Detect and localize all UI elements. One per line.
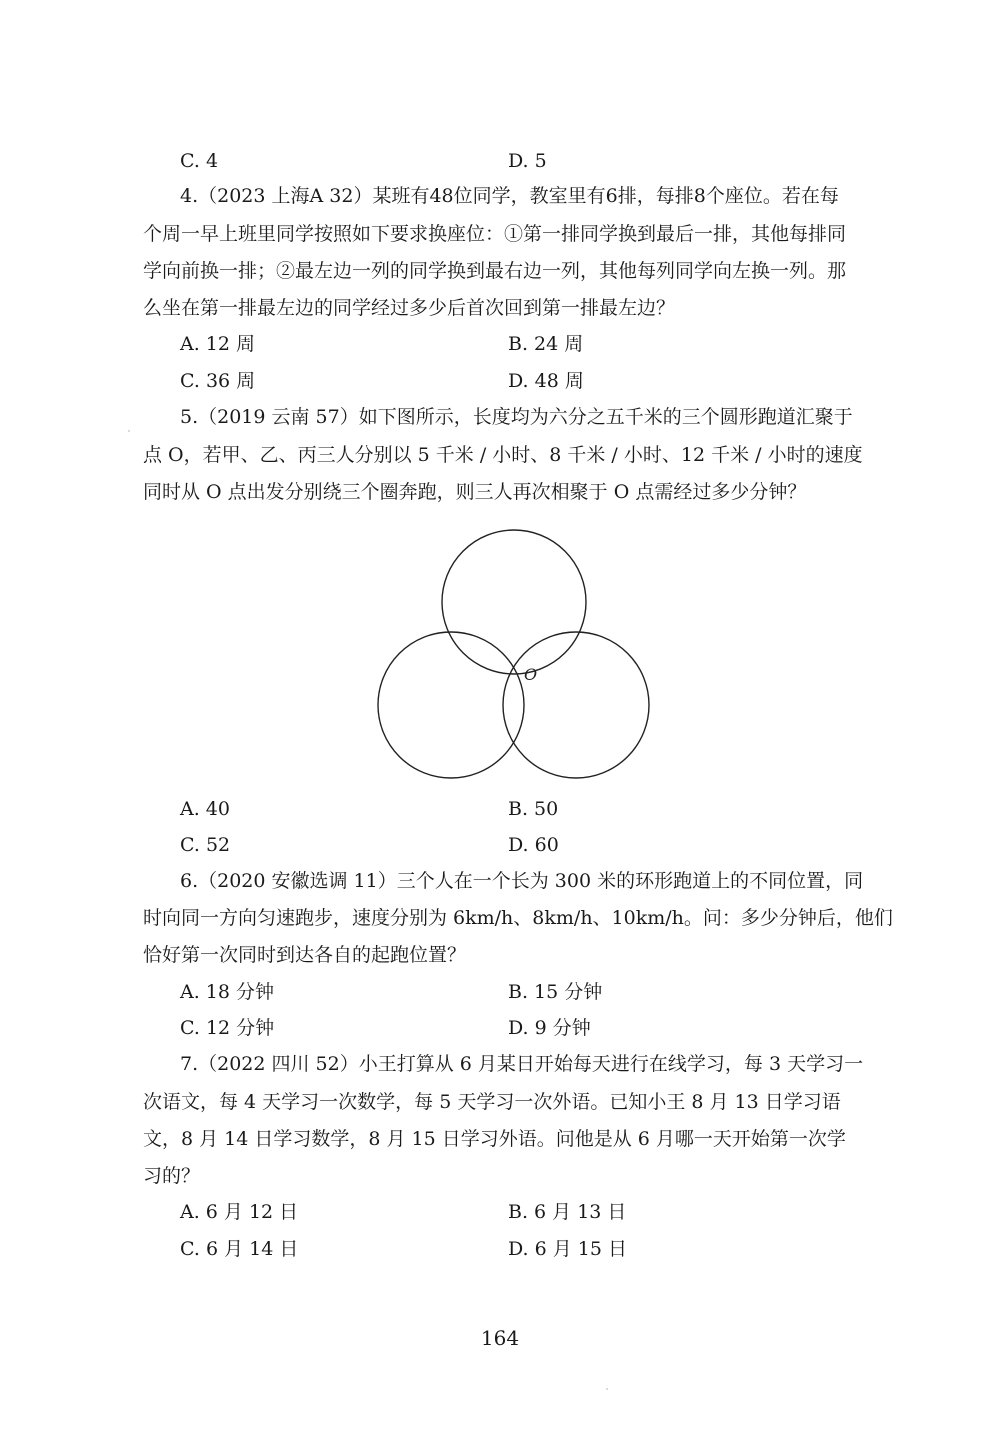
- q5-line-1: 5.（2019 云南 57）如下图所示，长度均为六分之五千米的三个圆形跑道汇聚于: [180, 406, 853, 428]
- q4-option-c: C. 36 周: [180, 370, 256, 392]
- q5-option-c: C. 52: [180, 834, 231, 856]
- q7-option-c: C. 6 月 14 日: [180, 1238, 299, 1260]
- q5-option-b: B. 50: [508, 798, 559, 820]
- page-number: 164: [480, 1326, 520, 1350]
- scan-speck: [606, 1388, 608, 1390]
- q6-line-2: 时向同一方向匀速跑步，速度分别为 6km/h、8km/h、10km/h。问：多少分钟后，他们: [143, 907, 893, 929]
- point-o-label: O: [524, 665, 538, 684]
- q4-line-1: 4.（2023 上海A 32）某班有48位同学，教室里有6排，每排8个座位。若在每: [180, 185, 839, 207]
- q7-line-4: 习的？: [143, 1165, 201, 1187]
- q3-option-c: C. 4: [180, 150, 219, 172]
- scan-speck: [128, 430, 130, 432]
- q4-option-d: D. 48 周: [508, 370, 584, 392]
- q7-line-3: 文，8 月 14 日学习数学，8 月 15 日学习外语。问他是从 6 月哪一天开始第一次学: [143, 1128, 846, 1150]
- q6-option-a: A. 18 分钟: [180, 981, 275, 1003]
- q5-line-2: 点 O，若甲、乙、丙三人分别以 5 千米 / 小时、8 千米 / 小时、12 千米 / 小时的速度: [143, 444, 863, 466]
- q4-line-3: 学向前换一排；②最左边一列的同学换到最右边一列，其他每列同学向左换一列。那: [143, 260, 847, 282]
- q4-option-b: B. 24 周: [508, 333, 584, 355]
- q4-line-2: 个周一早上班里同学按照如下要求换座位：①第一排同学换到最后一排，其他每排同: [143, 223, 847, 245]
- q6-option-c: C. 12 分钟: [180, 1017, 275, 1039]
- q7-option-a: A. 6 月 12 日: [180, 1201, 299, 1223]
- q6-line-1: 6.（2020 安徽选调 11）三个人在一个长为 300 米的环形跑道上的不同位置，同: [180, 870, 864, 892]
- top-circle: [442, 530, 586, 674]
- right-circle: [503, 632, 649, 778]
- three-circles-figure: [370, 520, 660, 790]
- q7-line-1: 7.（2022 四川 52）小王打算从 6 月某日开始每天进行在线学习，每 3 天学习一: [180, 1053, 864, 1075]
- q5-option-d: D. 60: [508, 834, 559, 856]
- q3-option-d: D. 5: [508, 150, 547, 172]
- q7-option-b: B. 6 月 13 日: [508, 1201, 627, 1223]
- q7-line-2: 次语文，每 4 天学习一次数学，每 5 天学习一次外语。已知小王 8 月 13 日学习语: [143, 1091, 841, 1113]
- q5-line-3: 同时从 O 点出发分别绕三个圈奔跑，则三人再次相聚于 O 点需经过多少分钟？: [143, 481, 807, 503]
- q6-line-3: 恰好第一次同时到达各自的起跑位置？: [143, 944, 467, 966]
- q7-option-d: D. 6 月 15 日: [508, 1238, 628, 1260]
- q5-option-a: A. 40: [180, 798, 230, 820]
- left-circle: [378, 632, 524, 778]
- q6-option-d: D. 9 分钟: [508, 1017, 591, 1039]
- q4-option-a: A. 12 周: [180, 333, 256, 355]
- q6-option-b: B. 15 分钟: [508, 981, 603, 1003]
- q4-line-4: 么坐在第一排最左边的同学经过多少后首次回到第一排最左边？: [143, 297, 676, 319]
